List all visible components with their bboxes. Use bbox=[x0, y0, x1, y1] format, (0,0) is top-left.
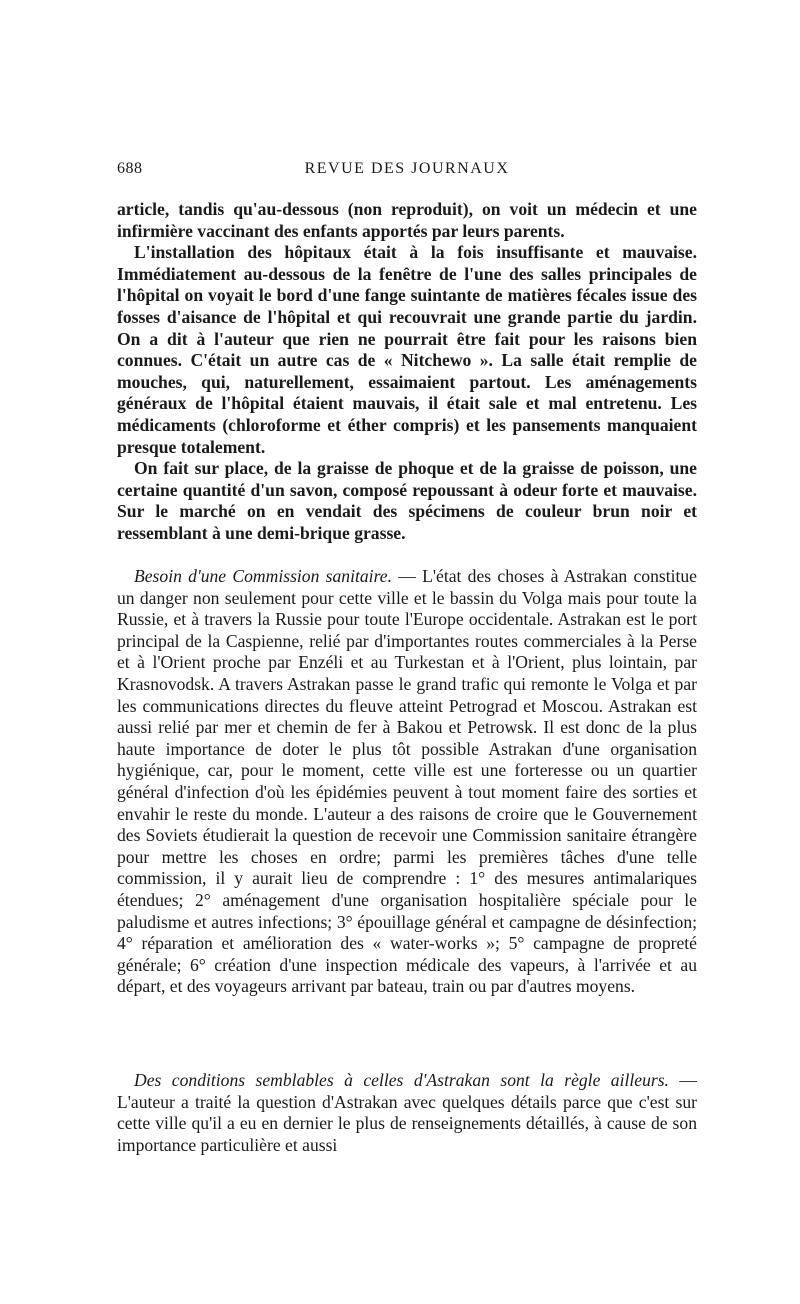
running-title: REVUE DES JOURNAUX bbox=[304, 160, 510, 177]
text-block-sanitary-commission bbox=[117, 566, 697, 998]
paragraph-body: — L'auteur a traité la question d'Astrakan avec quelques détails parce que c'est sur cette ville qu'il a eu en dernier le plus de renseignements détaillés, à cause de son importance particulière et aussi bbox=[117, 1070, 697, 1155]
section-lead-sanitary-commission: Besoin d'une Commission sanitaire. bbox=[134, 566, 392, 586]
paragraph-soap: On fait sur place, de la graisse de phoque et de la graisse de poisson, une certaine quantité d'un savon, composé repoussant à odeur forte et mauvaise. Sur le marché on en vendait des spécimens de couleur brun noir et ressemblant à une demi-brique grasse. bbox=[117, 458, 697, 543]
paragraph-hospital-installation: L'installation des hôpitaux était à la fois insuffisante et mauvaise. Immédiatement au-dessous de la fenêtre de l'une des salles principales de l'hôpital on voyait le bord d'une fange suintante de matières fécales issue des fosses d'aisance de l'hôpital et qui recouvrait une grande partie du jardin. On a dit à l'auteur que rien ne pourrait être fait pour les raisons bien connues. C'était un autre cas de « Nitchewo ». La salle était remplie de mouches, qui, naturellement, essaimaient partout. Les aménagements généraux de l'hôpital étaient mauvais, il était sale et mal entretenu. Les médicaments (chloroforme et éther compris) et les pansements manquaient presque totalement. bbox=[117, 242, 697, 457]
text-block-similar-conditions bbox=[117, 1070, 697, 1156]
section-lead-similar-conditions: Des conditions semblables à celles d'Astrakan sont la règle ailleurs. bbox=[134, 1070, 669, 1090]
paragraph-sanitary-commission bbox=[117, 566, 697, 998]
paragraph-similar-conditions bbox=[117, 1070, 697, 1156]
page-header bbox=[117, 160, 697, 186]
paragraph-body: — L'état des choses à Astrakan constitue un danger non seulement pour cette ville et le bassin du Volga mais pour toute la Russie, et à travers la Russie pour toute l'Europe occidentale. Astrakan est le port principal de la Caspienne, relié par d'importantes routes commerciales à la Perse et à l'Orient proche par Enzéli et au Turkestan et à l'Orient, plus lointain, par Krasnovodsk. A travers Astrakan passe le grand trafic qui remonte le Volga et par les communications directes du fleuve atteint Petrograd et Moscou. Astrakan est aussi relié par mer et chemin de fer à Bakou et Petrowsk. Il est donc de la plus haute importance de doter le plus tôt possible Astrakan d'une organisation hygiénique, car, pour le moment, cette ville est une forteresse ou un quartier général d'infection d'où les épidémies peuvent à tout moment faire des sorties et envahir le reste du monde. L'auteur a des raisons de croire que le Gouvernement des Soviets étudierait la question de recevoir une Commission sanitaire étrangère pour mettre les choses en ordre; parmi les premières tâches d'une telle commission, il y aurait lieu de comprendre : 1° des mesures antimalariques étendues; 2° aménagement d'une organisation hospitalière spéciale pour le paludisme et autres infections; 3° épouillage général et campagne de désinfection; 4° réparation et amélioration des « water-works »; 5° campagne de propreté générale; 6° création d'une inspection médicale des vapeurs, à l'arrivée et au départ, et des voyageurs arrivant par bateau, train ou par d'autres moyens. bbox=[117, 566, 697, 997]
page-number: 688 bbox=[117, 160, 143, 177]
paragraph-continuation: article, tandis qu'au-dessous (non reproduit), on voit un médecin et une infirmière vaccinant des enfants apportés par leurs parents. bbox=[117, 199, 697, 241]
text-block-hospitals bbox=[117, 199, 697, 545]
